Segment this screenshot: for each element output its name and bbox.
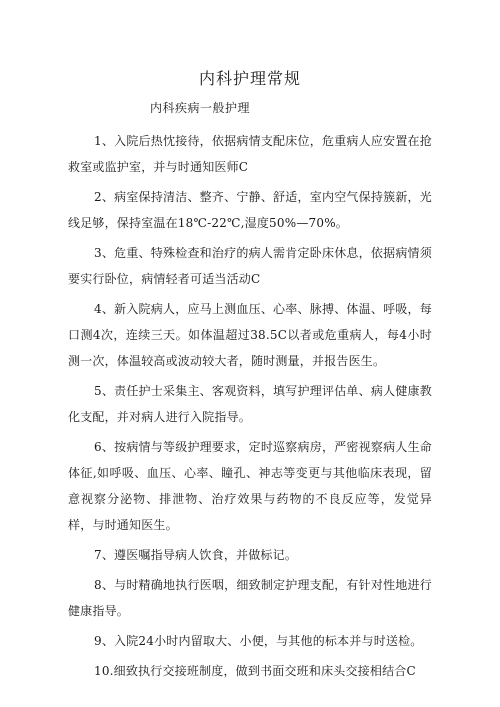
care-item-7: 7、遵医嘱指导病人饮食，并做标记。 [94, 548, 298, 562]
care-item-6: 6、按病情与等级护理要求，定时巡察病房，严密视察病人生命体征,如呼吸、血压、心率、瞳孔、神志等变更与其他临床表现，留意视察分泌物、排泄物、治疗效果与药物的不良反应等，发觉异样，与时通知医生。 [68, 440, 432, 532]
care-item-5: 5、责任护士采集主、客观资料，填写护理评估单、病人健康教化支配，并对病人进行入院指导。 [68, 384, 432, 424]
care-items-list [68, 128, 432, 688]
care-item-3: 3、危重、特殊检查和治疗的病人需肯定卧床休息，依据病情须要实行卧位，病情轻者可适当活动C [68, 246, 432, 286]
document-subtitle: 内科疾病一般护理 [150, 101, 251, 115]
care-item-4: 4、新入院病人，应马上测血压、心率、脉搏、体温、呼吸，每口测4次，连续三天。如体温超过38.5C以者或危重病人，每4小时测一次，体温较高或波动较大者，随时测量，并报告医生。 [68, 302, 432, 368]
care-item-9: 9、入院24小时内留取大、小便，与其他的标本并与时送检。 [94, 634, 423, 648]
care-item-10: 10.细致执行交接班制度，做到书面交班和床头交接相结合C [94, 664, 416, 678]
care-item-8: 8、与时精确地执行医咽，细致制定护理支配，有针对性地进行健康指导。 [68, 578, 432, 618]
care-item-1: 1、入院后热忱接待，依据病情支配床位，危重病人应安置在抢救室或监护室，并与时通知医师C [68, 134, 432, 174]
care-item-2: 2、病室保持清洁、整齐、宁静、舒适，室内空气保持簇新，光线足够，保持室温在18℃-22℃,湿度50%—70%。 [68, 190, 432, 230]
document-title: 内科护理常规 [198, 69, 301, 88]
